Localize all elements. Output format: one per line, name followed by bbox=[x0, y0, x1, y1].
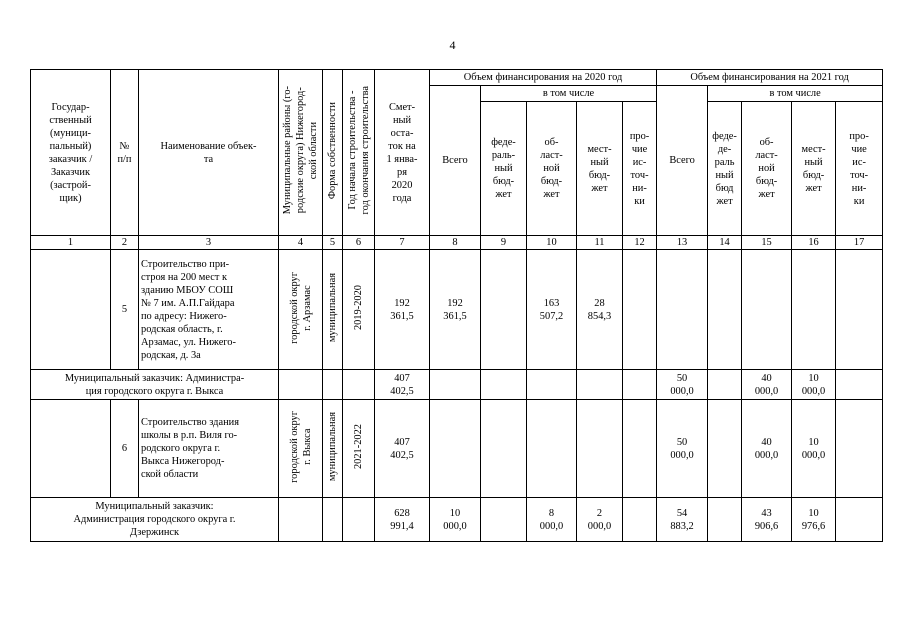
total-2020: 10 000,0 bbox=[430, 498, 481, 542]
regional-2021: 40 000,0 bbox=[742, 370, 792, 400]
local-2021: 10 000,0 bbox=[792, 400, 836, 498]
federal-2021 bbox=[708, 250, 742, 370]
header-fin-2021: Объем финансирования на 2021 год bbox=[657, 70, 883, 86]
empty-cell bbox=[708, 370, 742, 400]
header-incl-2021: в том числе bbox=[708, 86, 883, 102]
header-num: № п/п bbox=[111, 70, 139, 236]
header-district: Муниципальные районы (го- родские округа) Нижегород- ской области bbox=[279, 70, 323, 236]
col-number: 15 bbox=[742, 236, 792, 250]
col-number: 2 bbox=[111, 236, 139, 250]
empty-cell bbox=[577, 400, 623, 498]
summary-label: Муниципальный заказчик: Администра- ция городского округа г. Выкса bbox=[31, 370, 279, 400]
estimate-value: 628 991,4 bbox=[375, 498, 430, 542]
header-ownership: Форма собственности bbox=[323, 70, 343, 236]
empty-cell bbox=[481, 400, 527, 498]
other-2021 bbox=[836, 250, 883, 370]
total-2021: 50 000,0 bbox=[657, 400, 708, 498]
total-2020: 192 361,5 bbox=[430, 250, 481, 370]
years-cell: 2019-2020 bbox=[343, 250, 375, 370]
header-federal-2020: феде- раль- ный бюд- жет bbox=[481, 102, 527, 236]
table-row-5 bbox=[31, 250, 883, 370]
header-estimate: Смет- ный оста- ток на 1 янва- ря 2020 года bbox=[375, 70, 430, 236]
header-fin-2020: Объем финансирования на 2020 год bbox=[430, 70, 657, 86]
estimate-value: 192 361,5 bbox=[375, 250, 430, 370]
col-number: 16 bbox=[792, 236, 836, 250]
col-number: 8 bbox=[430, 236, 481, 250]
header-local-2020: мест- ный бюд- жет bbox=[577, 102, 623, 236]
col-number: 13 bbox=[657, 236, 708, 250]
empty-cell bbox=[527, 400, 577, 498]
object-name: Строительство при- строя на 200 мест к зданию МБОУ СОШ № 7 им. А.П.Гайдара по адресу: Нижего- родская область, г. Арзамас, ул. Нижего- родская, д. 3а bbox=[139, 250, 279, 370]
empty-cell bbox=[836, 370, 883, 400]
regional-2020: 163 507,2 bbox=[527, 250, 577, 370]
col-number: 6 bbox=[343, 236, 375, 250]
total-2021: 54 883,2 bbox=[657, 498, 708, 542]
col-number: 11 bbox=[577, 236, 623, 250]
regional-2021: 43 906,6 bbox=[742, 498, 792, 542]
col-number: 3 bbox=[139, 236, 279, 250]
local-2021: 10 000,0 bbox=[792, 370, 836, 400]
summary-row-dzerzhinsk bbox=[31, 498, 883, 542]
regional-2020: 8 000,0 bbox=[527, 498, 577, 542]
empty-cell bbox=[623, 370, 657, 400]
page-number: 4 bbox=[449, 38, 456, 52]
header-local-2021: мест- ный бюд- жет bbox=[792, 102, 836, 236]
col-number: 1 bbox=[31, 236, 111, 250]
empty-cell bbox=[708, 498, 742, 542]
total-2021 bbox=[657, 250, 708, 370]
empty-cell bbox=[430, 400, 481, 498]
empty-cell bbox=[279, 370, 323, 400]
local-2021 bbox=[792, 250, 836, 370]
column-numbers-row bbox=[31, 236, 883, 250]
empty-cell bbox=[343, 370, 375, 400]
regional-2021 bbox=[742, 250, 792, 370]
district-cell: городской округ г. Арзамас bbox=[279, 250, 323, 370]
total-2021: 50 000,0 bbox=[657, 370, 708, 400]
summary-row-vyksa bbox=[31, 370, 883, 400]
empty-cell bbox=[623, 498, 657, 542]
financing-table bbox=[30, 69, 883, 542]
local-2020: 2 000,0 bbox=[577, 498, 623, 542]
col-number: 10 bbox=[527, 236, 577, 250]
empty-cell bbox=[577, 370, 623, 400]
empty-cell bbox=[836, 498, 883, 542]
header-regional-2020: об- ласт- ной бюд- жет bbox=[527, 102, 577, 236]
header-other-2021: про- чие ис- точ- ни- ки bbox=[836, 102, 883, 236]
empty-cell bbox=[323, 498, 343, 542]
empty-cell bbox=[343, 498, 375, 542]
header-incl-2020: в том числе bbox=[481, 86, 657, 102]
customer-cell bbox=[31, 400, 111, 498]
empty-cell bbox=[708, 400, 742, 498]
header-federal-2021: феде- де- раль ный бюд жет bbox=[708, 102, 742, 236]
empty-cell bbox=[527, 370, 577, 400]
empty-cell bbox=[323, 370, 343, 400]
empty-cell bbox=[481, 498, 527, 542]
header-customer: Государ- ственный (муници- пальный) заказчик / Заказчик (застрой- щик) bbox=[31, 70, 111, 236]
estimate-value: 407 402,5 bbox=[375, 370, 430, 400]
header-object-name: Наименование объек- та bbox=[139, 70, 279, 236]
summary-label: Муниципальный заказчик: Администрация городского округа г. Дзержинск bbox=[31, 498, 279, 542]
header-total-2020: Всего bbox=[430, 86, 481, 236]
empty-cell bbox=[481, 370, 527, 400]
years-cell: 2021-2022 bbox=[343, 400, 375, 498]
header-years: Год начала строительства - год окончания строительства bbox=[343, 70, 375, 236]
ownership-cell: муниципальная bbox=[323, 250, 343, 370]
col-number: 7 bbox=[375, 236, 430, 250]
object-name: Строительство здания школы в р.п. Виля го- родского округа г. Выкса Нижегород- ской области bbox=[139, 400, 279, 498]
col-number: 5 bbox=[323, 236, 343, 250]
empty-cell bbox=[430, 370, 481, 400]
local-2021: 10 976,6 bbox=[792, 498, 836, 542]
row-number: 6 bbox=[111, 400, 139, 498]
row-number: 5 bbox=[111, 250, 139, 370]
col-number: 14 bbox=[708, 236, 742, 250]
ownership-cell: муниципальная bbox=[323, 400, 343, 498]
header-regional-2021: об- ласт- ной бюд- жет bbox=[742, 102, 792, 236]
regional-2021: 40 000,0 bbox=[742, 400, 792, 498]
empty-cell bbox=[836, 400, 883, 498]
federal-2020 bbox=[481, 250, 527, 370]
district-cell: городской округ г. Выкса bbox=[279, 400, 323, 498]
customer-cell bbox=[31, 250, 111, 370]
col-number: 4 bbox=[279, 236, 323, 250]
table-row-6 bbox=[31, 400, 883, 498]
header-total-2021: Всего bbox=[657, 86, 708, 236]
empty-cell bbox=[623, 400, 657, 498]
estimate-value: 407 402,5 bbox=[375, 400, 430, 498]
other-2020 bbox=[623, 250, 657, 370]
col-number: 12 bbox=[623, 236, 657, 250]
header-other-2020: про- чие ис- точ- ни- ки bbox=[623, 102, 657, 236]
local-2020: 28 854,3 bbox=[577, 250, 623, 370]
col-number: 9 bbox=[481, 236, 527, 250]
col-number: 17 bbox=[836, 236, 883, 250]
empty-cell bbox=[279, 498, 323, 542]
